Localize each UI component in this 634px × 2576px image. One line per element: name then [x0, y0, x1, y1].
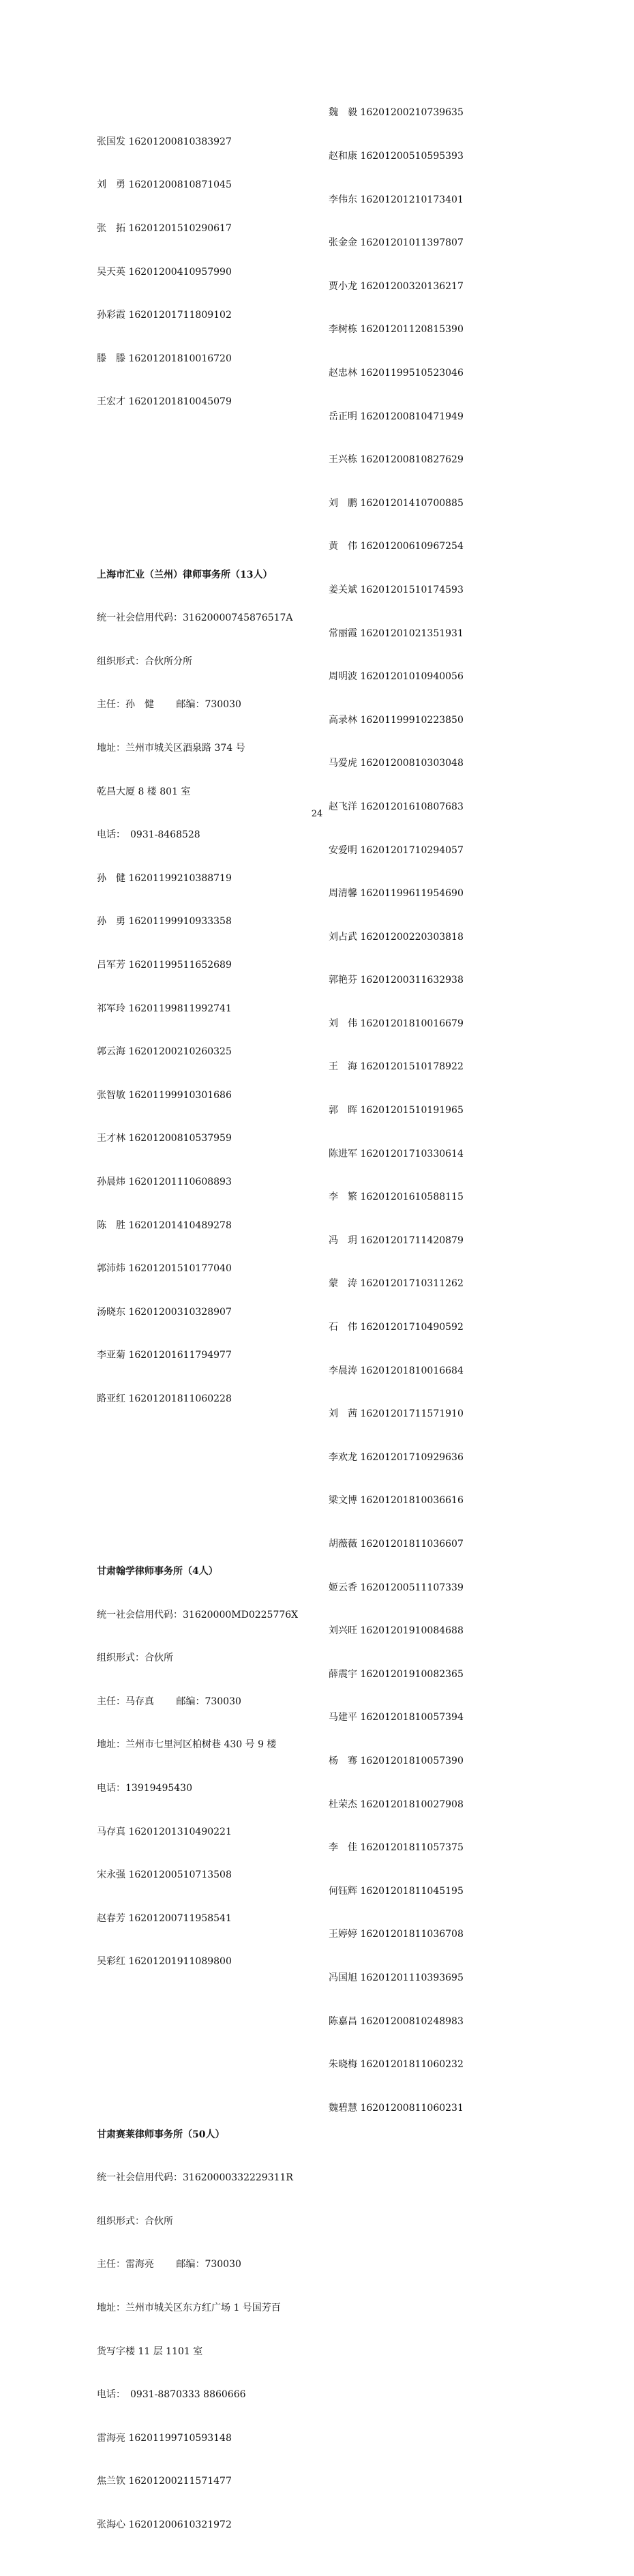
lawyer-entry: 郭沛炜 16201201510177040 — [97, 1263, 232, 1275]
firm-credit-code: 统一社会信用代码：31620000745876517A — [97, 612, 293, 624]
lawyer-entry: 陈 胜 16201201410489278 — [97, 1219, 232, 1231]
firm-title: 甘肃赛莱律师事务所（50人） — [97, 2129, 225, 2140]
lawyer-entry: 常丽霞 16201201021351931 — [329, 627, 464, 639]
lawyer-entry: 孙彩霞 16201201711809102 — [97, 310, 232, 321]
lawyer-entry: 李亚菊 16201201611794977 — [97, 1350, 232, 1361]
firm-address: 地址：兰州市城关区酒泉路 374 号 — [97, 742, 245, 754]
firm-address-cont: 乾昌大厦 8 楼 801 室 — [97, 786, 191, 797]
lawyer-entry: 蒙 涛 16201201710311262 — [329, 1278, 464, 1290]
lawyer-entry: 马存真 16201201310490221 — [97, 1826, 232, 1837]
firm-credit-code: 统一社会信用代码：31620000332229311R — [97, 2172, 293, 2184]
lawyer-entry: 孙晨炜 16201201110608893 — [97, 1176, 232, 1187]
firm-director-postcode: 主任：孙 健 邮编：730030 — [97, 699, 241, 711]
firm-section-hanxue — [97, 1536, 322, 1998]
lawyer-entry: 王才林 16201200810537959 — [97, 1133, 232, 1144]
lawyer-entry: 杜荣杰 16201201810027908 — [329, 1798, 464, 1810]
lawyer-entry: 张 拓 16201201510290617 — [97, 223, 232, 234]
firm-address-cont: 货写字楼 11 层 1101 室 — [97, 2345, 203, 2357]
lawyer-entry: 周明波 16201201010940056 — [329, 671, 464, 683]
lawyer-entry: 朱晓梅 16201201811060232 — [329, 2059, 464, 2071]
page-number: 24 — [311, 809, 323, 819]
firm-phone: 电话： 0931-8468528 — [97, 829, 200, 841]
firm-section-huiye — [97, 539, 322, 1435]
lawyer-entry: 赵忠林 16201199510523046 — [329, 367, 464, 379]
lawyer-entry: 安爱明 16201201710294057 — [329, 844, 464, 856]
left-column — [97, 77, 322, 2576]
lawyer-entry: 祁军玲 16201199811992741 — [97, 1003, 232, 1014]
lawyer-entry: 雷海亮 16201199710593148 — [97, 2432, 232, 2444]
lawyer-entry: 姬云香 16201200511107339 — [329, 1582, 464, 1593]
lawyer-entry: 刘 鹏 16201201410700885 — [329, 497, 464, 509]
lawyer-entry: 冯 玥 16201201711420879 — [329, 1234, 464, 1246]
lawyer-entry: 刘 勇 16201200810871045 — [97, 179, 232, 191]
firm-director-postcode: 主任：雷海亮 邮编：730030 — [97, 2259, 241, 2270]
lawyer-entry: 郭 晖 16201201510191965 — [329, 1105, 464, 1116]
lawyer-entry: 郭云海 16201200210260325 — [97, 1046, 232, 1058]
lawyer-entry: 李树栋 16201201120815390 — [329, 324, 464, 336]
firm-title: 甘肃翰学律师事务所（4人） — [97, 1566, 218, 1578]
lawyer-entry: 刘兴旺 16201201910084688 — [329, 1625, 464, 1637]
lawyer-entry: 梁文博 16201201810036616 — [329, 1495, 464, 1507]
firm-title: 上海市汇业（兰州）律师事务所（13人） — [97, 569, 273, 580]
lawyer-entry: 孙 健 16201199210388719 — [97, 872, 232, 884]
lawyer-entry: 张国发 16201200810383927 — [97, 136, 232, 147]
firm-phone: 电话：13919495430 — [97, 1783, 192, 1794]
lawyer-entry: 王婷婷 16201201811036708 — [329, 1929, 464, 1940]
lawyer-entry: 汤晓东 16201200310328907 — [97, 1306, 232, 1318]
lawyer-entry: 焦兰钦 16201200211571477 — [97, 2476, 232, 2487]
lawyer-entry: 滕 滕 16201201810016720 — [97, 353, 232, 364]
lawyer-entry: 魏碧慧 16201200811060231 — [329, 2102, 464, 2114]
lawyer-entry: 赵飞洋 16201201610807683 — [329, 801, 464, 812]
right-column — [329, 77, 506, 2130]
firm-credit-code: 统一社会信用代码：31620000MD0225776X — [97, 1609, 299, 1620]
lawyer-entry: 李晨涛 16201201810016684 — [329, 1365, 464, 1376]
firm-section-sailai — [97, 2099, 322, 2561]
lawyer-entry: 张海心 16201200610321972 — [97, 2519, 232, 2530]
lawyer-entry: 王 海 16201201510178922 — [329, 1061, 464, 1073]
lawyer-entry: 何钰辉 16201201811045195 — [329, 1885, 464, 1897]
lawyer-entry: 吴天英 16201200410957990 — [97, 266, 232, 278]
lawyer-entry: 刘占武 16201200220303818 — [329, 931, 464, 943]
lawyer-entry: 石 伟 16201201710490592 — [329, 1322, 464, 1333]
lawyer-entry: 刘 伟 16201201810016679 — [329, 1018, 464, 1029]
lawyer-entry: 赵和康 16201200510595393 — [329, 151, 464, 162]
lawyer-entry: 吕军芳 16201199511652689 — [97, 959, 232, 971]
lawyer-entry: 王兴栋 16201200810827629 — [329, 454, 464, 466]
lawyer-entry: 吴彩红 16201201911089800 — [97, 1956, 232, 1968]
lawyer-entry: 马爱虎 16201200810303048 — [329, 758, 464, 769]
firm-org-form: 组织形式：合伙所 — [97, 2215, 173, 2227]
lawyer-entry: 黄 伟 16201200610967254 — [329, 541, 464, 552]
lawyer-entry: 李 佳 16201201811057375 — [329, 1842, 464, 1854]
lawyer-entry: 张金金 16201201011397807 — [329, 237, 464, 249]
lawyer-entry: 陈嘉昌 16201200810248983 — [329, 2015, 464, 2027]
lawyer-entry: 李欢龙 16201201710929636 — [329, 1451, 464, 1463]
lawyer-entry: 张智敏 16201199910301686 — [97, 1089, 232, 1101]
firm-address: 地址：兰州市城关区东方红广场 1 号国芳百 — [97, 2303, 281, 2314]
lawyer-entry: 路亚红 16201201811060228 — [97, 1393, 232, 1404]
lawyer-entry: 冯国旭 16201201110393695 — [329, 1972, 464, 1983]
firm-phone: 电话： 0931-8870333 8860666 — [97, 2389, 246, 2401]
lawyer-entry: 孙 勇 16201199910933358 — [97, 916, 232, 928]
lawyer-entry: 李伟东 16201201210173401 — [329, 194, 464, 205]
lawyer-entry: 刘 茜 16201201711571910 — [329, 1408, 464, 1420]
lawyer-entry: 岳正明 16201200810471949 — [329, 411, 464, 422]
lawyer-entry: 魏 毅 16201200210739635 — [329, 107, 464, 119]
lawyer-entry: 高录林 16201199910223850 — [329, 714, 464, 726]
firm-org-form: 组织形式：合伙所 — [97, 1653, 173, 1664]
lawyer-entry: 杨 骞 16201201810057390 — [329, 1755, 464, 1766]
lawyer-entry: 姜关斌 16201201510174593 — [329, 584, 464, 595]
firm-director-postcode: 主任：马存真 邮编：730030 — [97, 1696, 241, 1707]
lawyer-entry: 马建平 16201201810057394 — [329, 1712, 464, 1723]
continued-lawyer-list — [97, 106, 322, 439]
firm-org-form: 组织形式：合伙所分所 — [97, 655, 192, 667]
lawyer-entry: 王宏才 16201201810045079 — [97, 396, 232, 408]
lawyer-entry: 郭艳芬 16201200311632938 — [329, 975, 464, 986]
lawyer-entry: 薛震宇 16201201910082365 — [329, 1668, 464, 1680]
lawyer-entry: 周清馨 16201199611954690 — [329, 888, 464, 900]
lawyer-entry: 宋永强 16201200510713508 — [97, 1869, 232, 1881]
lawyer-entry: 贾小龙 16201200320136217 — [329, 280, 464, 292]
lawyer-entry: 赵春芳 16201200711958541 — [97, 1912, 232, 1924]
lawyer-entry: 陈进军 16201201710330614 — [329, 1148, 464, 1159]
firm-address: 地址：兰州市七里河区柏树巷 430 号 9 楼 — [97, 1739, 277, 1751]
lawyer-entry: 胡薇薇 16201201811036607 — [329, 1539, 464, 1550]
lawyer-entry: 李 繁 16201201610588115 — [329, 1191, 464, 1203]
